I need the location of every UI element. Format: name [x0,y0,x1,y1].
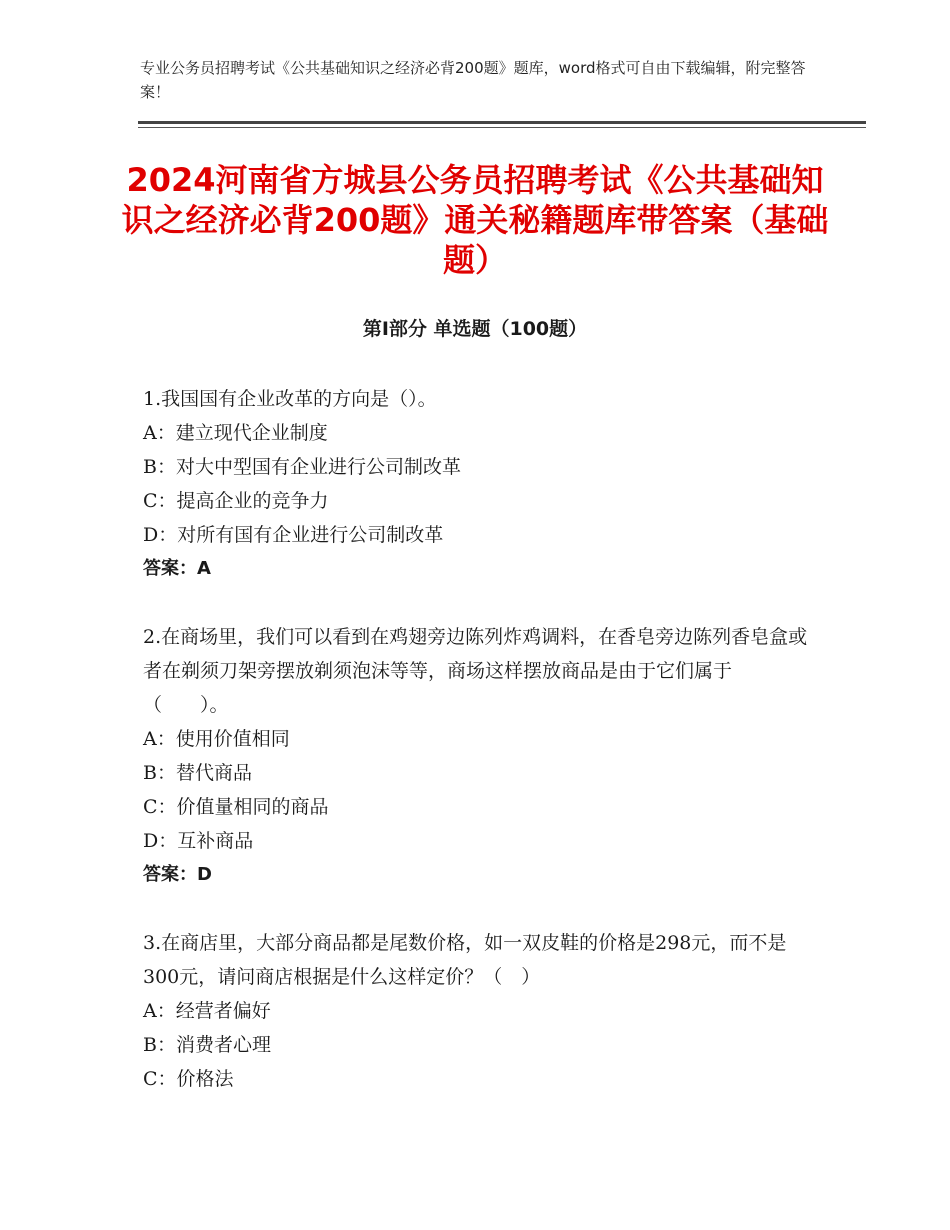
option-d: D：互补商品 [143,830,254,852]
answer: 答案：A [143,558,211,579]
option-a: A：建立现代企业制度 [143,422,328,444]
header-note: 专业公务员招聘考试《公共基础知识之经济必背200题》题库，word格式可自由下载编辑，附完整答案！ [140,59,806,101]
header-divider-thin [138,127,866,128]
question-list [143,382,813,1130]
option-a: A：经营者偏好 [143,1000,271,1022]
answer: 答案：D [143,864,212,885]
option-a: A：使用价值相同 [143,728,290,750]
section-heading: 第Ⅰ部分 单选题（100题） [362,318,588,340]
option-b: B：消费者心理 [143,1034,271,1056]
option-c: C：提高企业的竞争力 [143,490,329,512]
option-c: C：价值量相同的商品 [143,796,329,818]
option-c: C：价格法 [143,1068,234,1090]
header-divider-thick [138,121,866,124]
document-title: 2024河南省方城县公务员招聘考试《公共基础知识之经济必背200题》通关秘籍题库带答案（基础题） [121,161,829,279]
option-b: B：对大中型国有企业进行公司制改革 [143,456,461,478]
option-d: D：对所有国有企业进行公司制改革 [143,524,444,546]
question-3 [143,926,813,1096]
question-stem: 1.我国国有企业改革的方向是（）。 [143,388,437,410]
option-b: B：替代商品 [143,762,252,784]
question-1 [143,382,813,586]
question-stem: 3.在商店里，大部分商品都是尾数价格，如一双皮鞋的价格是298元，而不是300元，请问商店根据是什么这样定价？（ ） [143,932,787,988]
question-stem: 2.在商场里，我们可以看到在鸡翅旁边陈列炸鸡调料，在香皂旁边陈列香皂盒或者在剃须刀架旁摆放剃须泡沫等等，商场这样摆放商品是由于它们属于（ ）。 [143,626,808,716]
question-2 [143,620,813,892]
